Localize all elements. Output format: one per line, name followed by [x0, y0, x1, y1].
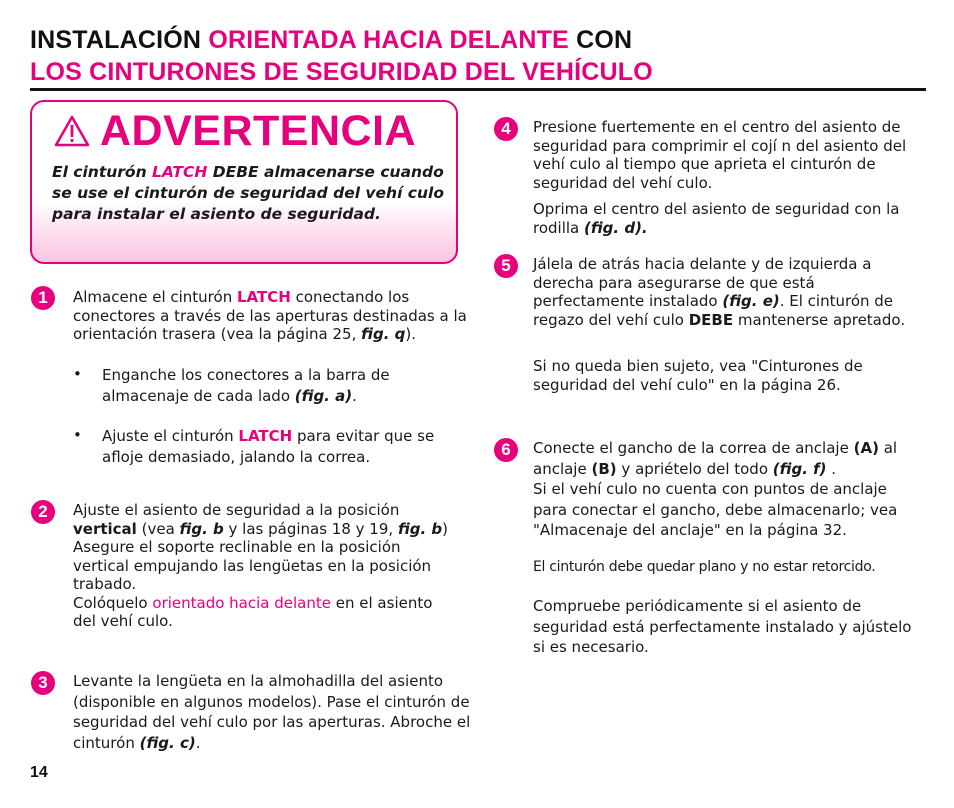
page-number: 14: [30, 764, 48, 781]
step-2-text: Ajuste el asiento de seguridad a la posición vertical (vea fig. b y las páginas 18 y 19, fig. b) Asegure el soporte reclinable en la posición vertical empujando las lengüetas en la posición trabado. Colóquelo orientado hacia delante en el asiento del vehí culo.: [73, 501, 449, 630]
step-3-text: Levante la lengüeta en la almohadilla del asiento (disponible en algunos modelos). Pase el cinturón de seguridad del vehí culo por las aperturas. Abroche el cinturón (fig. c).: [73, 672, 471, 752]
highlight-term: orientado hacia delante: [152, 593, 331, 612]
step-1-text: Almacene el cinturón LATCH conectando los conectores a través de las aperturas destinadas a la orientación trasera (vea la página 25, fig. q).: [73, 288, 467, 343]
figure-ref: fig. b: [179, 519, 224, 538]
page-title: [30, 24, 653, 88]
warning-header: [54, 108, 416, 154]
figure-ref: fig. b: [397, 519, 443, 538]
step-6-badge: 6: [494, 438, 518, 462]
figure-ref: (fig. a): [294, 387, 353, 405]
title-word: INSTALACIÓN: [30, 26, 202, 54]
step-5-text-2: Si no queda bien sujeto, vea "Cinturones de seguridad del vehí culo" en la página 26.: [533, 357, 863, 394]
warning-text: El cinturón LATCH DEBE almacenarse cuando se use el cinturón de seguridad del vehí culo para instalar el asiento de seguridad.: [52, 163, 444, 223]
bullet: •: [73, 365, 82, 383]
latch-term: LATCH: [237, 288, 291, 306]
title-highlight: ORIENTADA HACIA DELANTE: [208, 26, 569, 54]
latch-term: LATCH: [238, 427, 293, 445]
figure-ref: fig. q: [361, 325, 406, 343]
bullet: •: [73, 426, 82, 444]
step-6-text: Conecte el gancho de la correa de anclaje (A) al anclaje (B) y apriételo del todo (fig. f) . Si el vehí culo no cuenta con puntos de anclaje para conectar el gancho, debe almacenarlo; vea "Almacenaje del anclaje" en la página 32.: [533, 439, 898, 539]
step-6-text-3: Compruebe periódicamente si el asiento de seguridad está perfectamente instalado y ajústelo si es necesario.: [533, 597, 912, 656]
step-5-text: Jálela de atrás hacia delante y de izquierda a derecha para asegurarse de que está perfectamente instalado (fig. e). El cinturón de regazo del vehí culo DEBE mantenerse apretado.: [533, 255, 906, 329]
warning-title: ADVERTENCIA: [100, 107, 417, 155]
step-1-badge: 1: [31, 286, 55, 310]
step-1-bullet-2: Ajuste el cinturón LATCH para evitar que se afloje demasiado, jalando la correa.: [102, 427, 435, 466]
step-1-bullet-1: Enganche los conectores a la barra de almacenaje de cada lado (fig. a).: [102, 366, 390, 405]
step-4-badge: 4: [494, 117, 518, 141]
title-word: CON: [576, 26, 633, 54]
figure-ref: (fig. d).: [584, 218, 648, 237]
figure-ref: (fig. e): [722, 292, 780, 310]
step-2-badge: 2: [31, 500, 55, 524]
step-5-badge: 5: [494, 254, 518, 278]
step-4-text: Presione fuertemente en el centro del asiento de seguridad para comprimir el cojí n del asiento del vehí culo al tiempo que aprieta el cinturón de seguridad del vehí culo.: [533, 118, 907, 192]
figure-ref: (fig. c): [139, 733, 196, 752]
step-6-note: El cinturón debe quedar plano y no estar retorcido.: [533, 559, 876, 575]
warning-box: [30, 100, 458, 264]
title-highlight: LOS CINTURONES DE SEGURIDAD DEL VEHÍCULO: [30, 58, 653, 86]
latch-term: LATCH: [152, 163, 208, 181]
figure-ref: (fig. f): [772, 459, 827, 478]
warning-triangle-icon: [54, 114, 90, 148]
step-4-text-2: Oprima el centro del asiento de seguridad con la rodilla (fig. d).: [533, 200, 900, 237]
title-divider: [30, 88, 926, 91]
step-3-badge: 3: [31, 671, 55, 695]
